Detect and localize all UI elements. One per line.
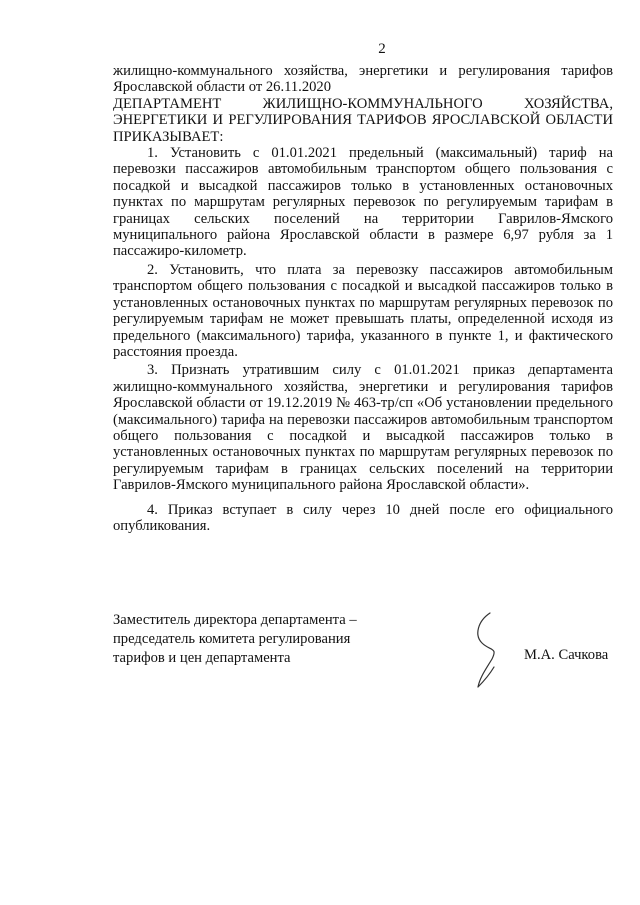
signatory-title-line: Заместитель директора департамента – — [113, 612, 357, 628]
intro-paragraph: жилищно-коммунального хозяйства, энергетики и регулирования тарифов Ярославской области от 26.11.2020 — [113, 63, 613, 96]
order-item-2: 2. Установить, что плата за перевозку пассажиров автомобильным транспортом общего пользования с посадкой и высадкой пассажиров только в установленных остановочных пунктах по маршрутам регулярных перевозок по регулируемым тарифам не может превышать платы, определенной исходя из предельного (максимального) тарифа, указанного в пункте 1, и фактического расстояния проезда. — [113, 261, 613, 360]
page-number: 2 — [378, 41, 386, 57]
order-item-1: 1. Установить с 01.01.2021 предельный (максимальный) тариф на перевозки пассажиров автомобильным транспортом общего пользования с посадкой и высадкой пассажиров только в установленных остановочных пунктах по маршрутам регулярных перевозок по регулируемым тарифам в границах сельских поселений на территории Гаврилов-Ямского муниципального района Ярославской области в размере 6,97 рубля за 1 пассажиро-километр. — [113, 145, 613, 260]
signatory-title — [113, 611, 413, 668]
signatory-title-line: председатель комитета регулирования — [113, 631, 351, 647]
order-body — [113, 63, 613, 534]
order-heading: ДЕПАРТАМЕНТ ЖИЛИЩНО-КОММУНАЛЬНОГО ХОЗЯЙСТВА, ЭНЕРГЕТИКИ И РЕГУЛИРОВАНИЯ ТАРИФОВ ЯРОСЛАВСКОЙ ОБЛАСТИ ПРИКАЗЫВАЕТ: — [113, 95, 613, 145]
handwritten-signature-icon — [468, 607, 508, 698]
signer-name: М.А. Сачкова — [524, 647, 609, 663]
order-item-3: 3. Признать утратившим силу с 01.01.2021 приказ департамента жилищно-коммунального хозяйства, энергетики и регулирования тарифов Ярославской области от 19.12.2019 № 463-тр/сп «Об установлении предельного (максимального) тарифа на перевозки пассажиров автомобильным транспортом общего пользования с посадкой и высадкой пассажиров только в установленных остановочных пунктах по маршрутам регулярных перевозок по регулируемым тарифам в границах сельских поселений на территории Гаврилов-Ямского муниципального района Ярославской области». — [113, 362, 613, 494]
signatory-title-line: тарифов и цен департамента — [113, 650, 291, 666]
order-item-4: 4. Приказ вступает в силу через 10 дней после его официального опубликования. — [113, 501, 613, 534]
